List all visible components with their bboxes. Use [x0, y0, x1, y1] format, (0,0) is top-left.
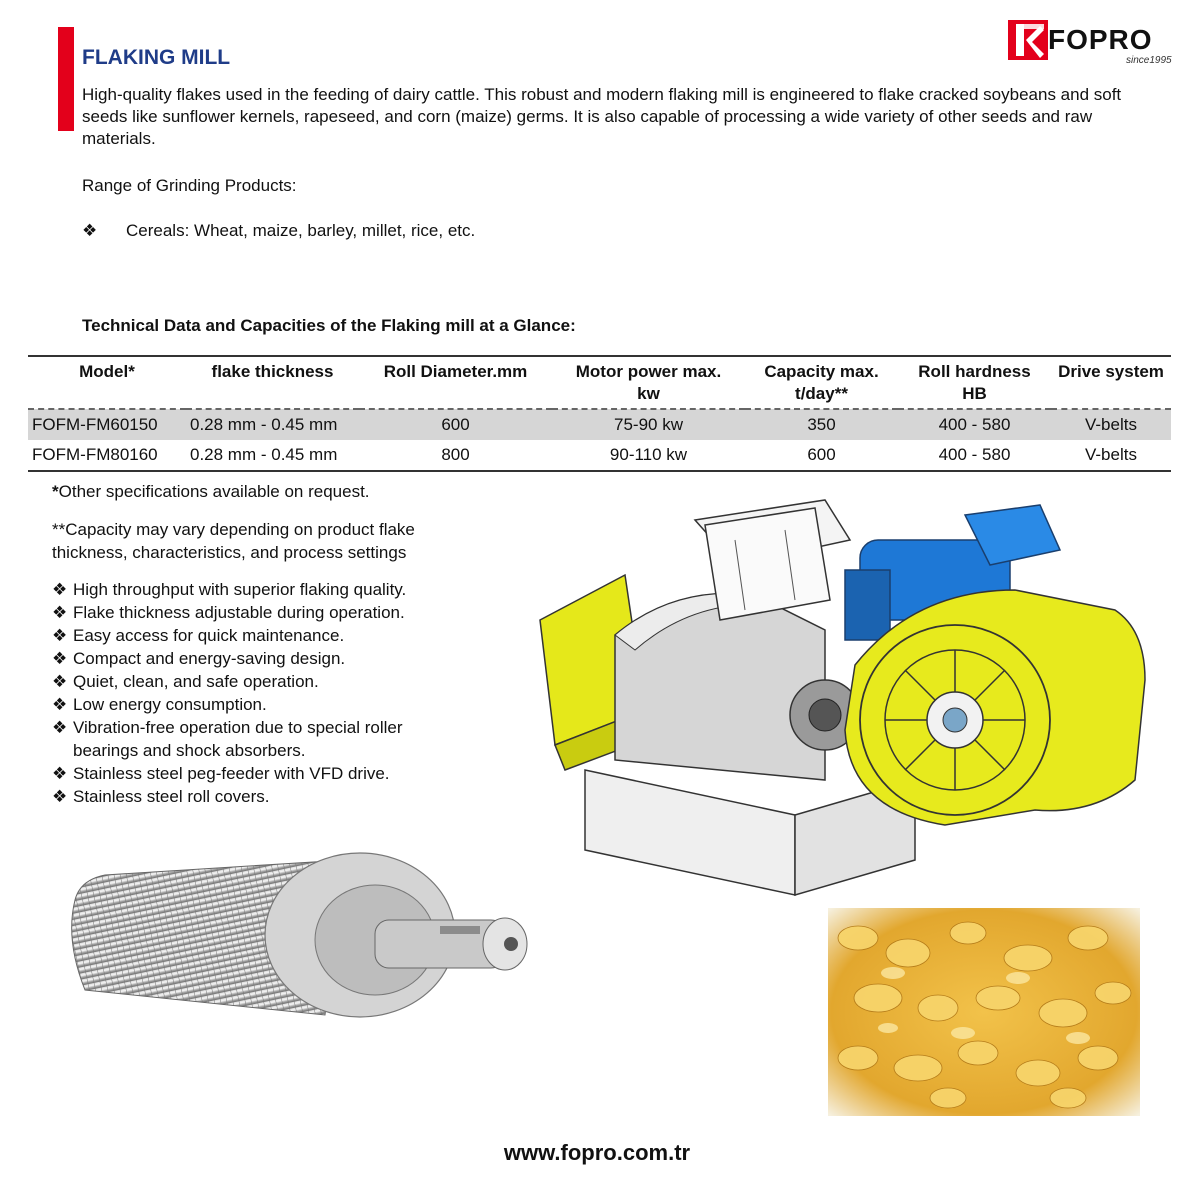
col-hardness: Roll hardness HB [898, 356, 1051, 409]
table-header-row [28, 356, 1171, 409]
list-item: ❖ Compact and energy-saving design. [52, 649, 346, 668]
cell-thickness: 0.28 mm - 0.45 mm [186, 440, 359, 471]
brand-since: since1995 [1126, 55, 1172, 66]
corn-flakes-image [828, 908, 1140, 1116]
col-thickness: flake thickness [186, 356, 359, 409]
bullet-diamond-icon: ❖ [52, 764, 68, 783]
list-item: ❖ Flake thickness adjustable during operation. [52, 603, 405, 622]
bullet-diamond-icon: ❖ [52, 580, 68, 599]
accent-bar [58, 27, 74, 131]
cell-hardness: 400 - 580 [898, 409, 1051, 440]
range-item [82, 221, 475, 241]
bullet-diamond-icon: ❖ [52, 787, 68, 806]
cell-roll-diameter: 600 [359, 409, 552, 440]
bullet-diamond-icon: ❖ [52, 603, 68, 622]
table-row [28, 409, 1171, 440]
cell-drive: V-belts [1051, 440, 1171, 471]
col-drive: Drive system [1051, 356, 1171, 409]
flaking-mill-machine-image [495, 480, 1155, 900]
bullet-diamond-icon: ❖ [52, 672, 68, 691]
cell-drive: V-belts [1051, 409, 1171, 440]
list-item: ❖ Low energy consumption. [52, 695, 267, 714]
cell-model: FOFM-FM60150 [28, 409, 186, 440]
list-item: ❖ Quiet, clean, and safe operation. [52, 672, 319, 691]
cell-motor-power: 75-90 kw [552, 409, 745, 440]
col-motor-power: Motor power max. kw [552, 356, 745, 409]
tech-title: Technical Data and Capacities of the Flaking mill at a Glance: [82, 316, 576, 335]
cell-model: FOFM-FM80160 [28, 440, 186, 471]
list-item: ❖ Vibration-free operation due to special roller bearings and shock absorbers. [52, 718, 403, 760]
table-row [28, 440, 1171, 471]
range-item-text: Cereals: Wheat, maize, barley, millet, rice, etc. [126, 221, 476, 240]
footer-url[interactable]: www.fopro.com.tr [503, 1140, 691, 1165]
page-title: FLAKING MILL [82, 46, 231, 69]
bullet-diamond-icon: ❖ [52, 695, 68, 714]
col-capacity: Capacity max. t/day** [745, 356, 898, 409]
feature-list [52, 578, 472, 808]
cell-capacity: 350 [745, 409, 898, 440]
col-model: Model* [28, 356, 186, 409]
list-item: ❖ Stainless steel roll covers. [52, 787, 270, 806]
bullet-diamond-icon: ❖ [52, 649, 68, 668]
range-title: Range of Grinding Products: [82, 176, 297, 195]
fluted-roller-image [45, 840, 535, 1020]
brand-logo [1008, 20, 1172, 68]
bullet-diamond-icon: ❖ [52, 718, 68, 737]
cell-capacity: 600 [745, 440, 898, 471]
brand-name: FOPRO [1048, 24, 1153, 55]
spec-table [28, 355, 1171, 472]
list-item: ❖ Easy access for quick maintenance. [52, 626, 345, 645]
cell-thickness: 0.28 mm - 0.45 mm [186, 409, 359, 440]
intro-text: High-quality flakes used in the feeding of dairy cattle. This robust and modern flaking mill is engineered to flake cracked soybeans and soft seeds like sunflower kernels, rapeseed, and corn (maize) germs. It is also capable of processing a wide variety of other seeds and raw materials. [82, 85, 1122, 148]
list-item: ❖ Stainless steel peg-feeder with VFD drive. [52, 764, 390, 783]
col-roll-diameter: Roll Diameter.mm [359, 356, 552, 409]
cell-hardness: 400 - 580 [898, 440, 1051, 471]
note-capacity: **Capacity may vary depending on product flake thickness, characteristics, and process settings [52, 520, 415, 562]
cell-roll-diameter: 800 [359, 440, 552, 471]
list-item: ❖ High throughput with superior flaking quality. [52, 580, 407, 599]
bullet-diamond-icon: ❖ [82, 221, 98, 240]
logo-mark-icon [1008, 20, 1048, 60]
cell-motor-power: 90-110 kw [552, 440, 745, 471]
note-other-specs: *Other specifications available on request. [52, 482, 370, 501]
bullet-diamond-icon: ❖ [52, 626, 68, 645]
